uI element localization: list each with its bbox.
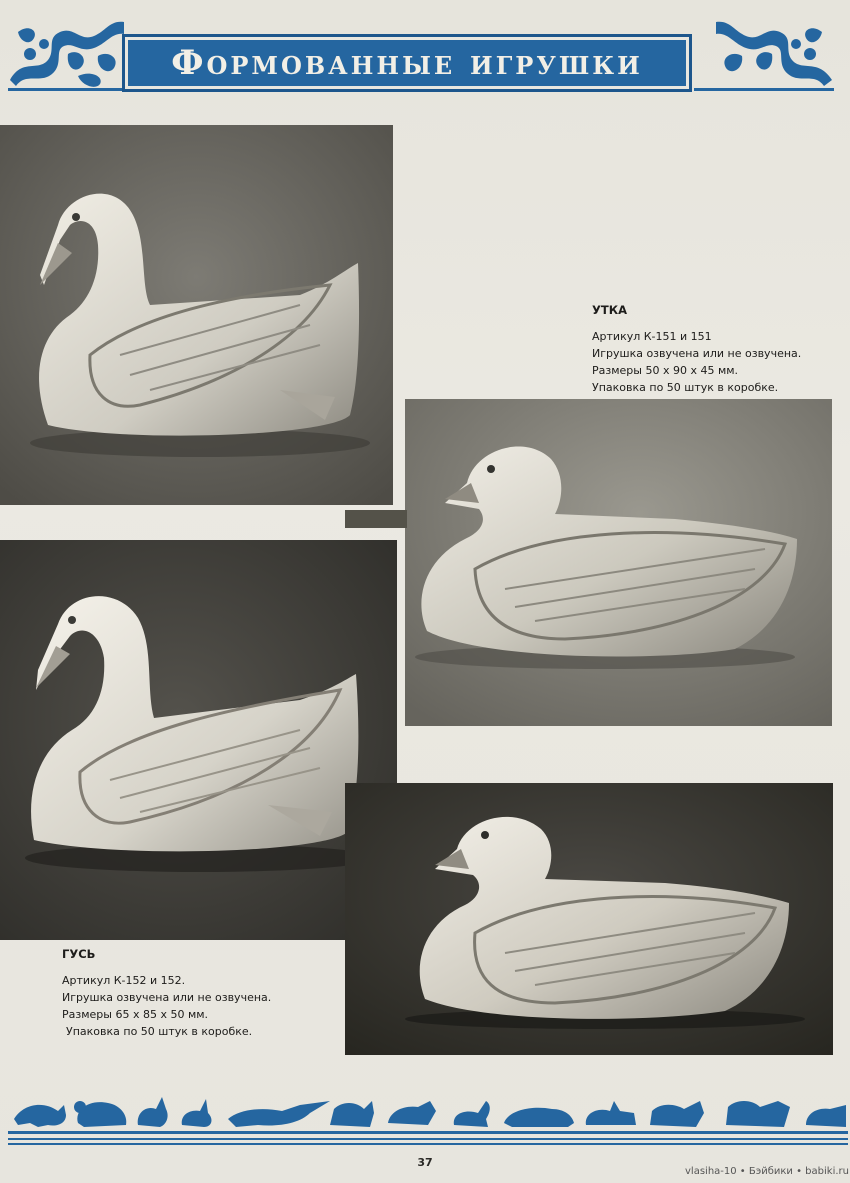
duck-photo: [345, 783, 833, 1055]
duck-caption: [592, 302, 801, 396]
page-header: [0, 14, 850, 94]
page-number: 37: [417, 1156, 433, 1169]
goose-photo: [0, 540, 397, 940]
floral-ornament-icon: [694, 14, 814, 94]
duck-packaging-line: Упаковка по 50 штук в коробке.: [592, 381, 779, 394]
floral-ornament-icon: [8, 14, 128, 94]
title-banner: [122, 34, 692, 92]
duck-sound-line: Игрушка озвучена или не озвучена.: [592, 347, 802, 360]
page-title: Формованные игрушки: [171, 43, 643, 83]
duck-caption-title: УТКА: [592, 303, 628, 317]
duck-photo: [405, 399, 832, 726]
watermark: vlasiha-10 • Бэйбики • babiki.ru: [685, 1166, 849, 1177]
photo-connector: [345, 510, 407, 528]
goose-article-line: Артикул К-152 и 152.: [62, 974, 186, 987]
goose-photo: [0, 125, 393, 505]
duck-figurine-image: [345, 783, 833, 1055]
goose-figurine-image: [0, 125, 393, 505]
animal-silhouettes-icon: [0, 1083, 850, 1153]
duck-article-line: Артикул К-151 и 151: [592, 330, 712, 343]
goose-size-line: Размеры 65 х 85 х 50 мм.: [62, 1008, 209, 1021]
goose-figurine-image: [0, 540, 397, 940]
duck-size-line: Размеры 50 х 90 х 45 мм.: [592, 364, 739, 377]
duck-figurine-image: [405, 399, 832, 726]
goose-caption-title: ГУСЬ: [62, 947, 96, 961]
goose-packaging-line: Упаковка по 50 штук в коробке.: [66, 1025, 253, 1038]
goose-caption: [62, 946, 271, 1040]
goose-sound-line: Игрушка озвучена или не озвучена.: [62, 991, 272, 1004]
